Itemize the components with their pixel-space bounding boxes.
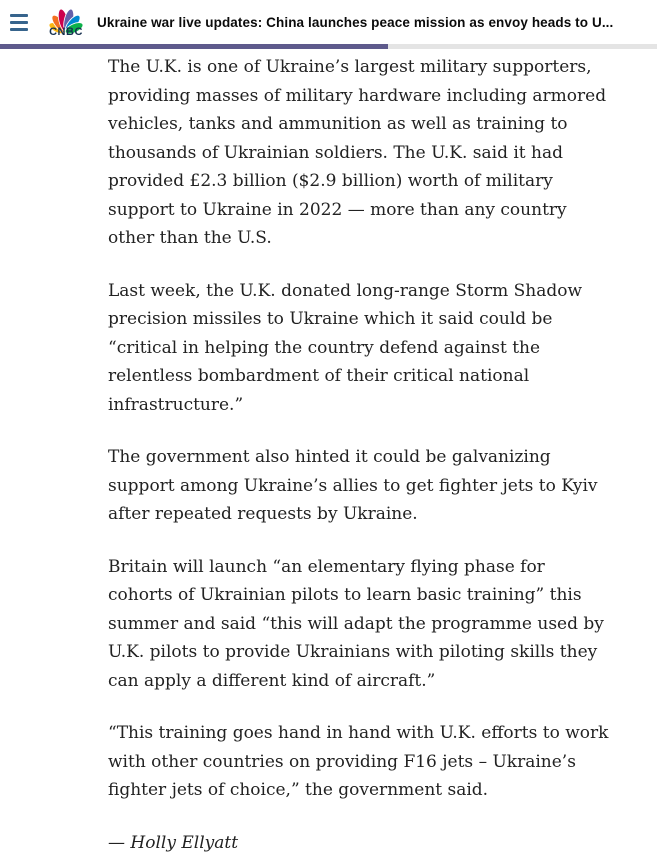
article-paragraph: Britain will launch “an elementary flying phase for cohorts of Ukrainian pilots to learn basic training” this summer and said “this will adapt the programme used by U.K. pilots to provide Ukrainians with piloting skills they can apply a different kind of aircraft.” — [108, 553, 610, 696]
article-paragraph: “This training goes hand in hand with U.K. efforts to work with other countries on providing F16 jets – Ukraine’s fighter jets of choice,” the government said. — [108, 719, 610, 805]
menu-bar — [10, 14, 28, 17]
cnbc-logo[interactable] — [46, 6, 86, 38]
top-bar — [0, 0, 657, 44]
menu-bar — [10, 21, 28, 24]
menu-bar — [10, 28, 28, 31]
progress-fill — [0, 44, 388, 49]
cnbc-wordmark: CNBC — [49, 27, 83, 38]
article-paragraph: The U.K. is one of Ukraine’s largest military supporters, providing masses of military hardware including armored vehicles, tanks and ammunition as well as training to thousands of Ukrainian soldiers. The U.K. said it had provided £2.3 billion ($2.9 billion) worth of military support to Ukraine in 2022 — more than any country other than the U.S. — [108, 53, 610, 253]
article-paragraph: Last week, the U.K. donated long-range Storm Shadow precision missiles to Ukraine which it said could be “critical in helping the country defend against the relentless bombardment of their critical national infrastructure.” — [108, 277, 610, 420]
article-paragraph: The government also hinted it could be galvanizing support among Ukraine’s allies to get fighter jets to Kyiv after repeated requests by Ukraine. — [108, 443, 610, 529]
header-headline: Ukraine war live updates: China launches peace mission as envoy heads to U... — [97, 15, 613, 30]
article-body — [0, 49, 657, 857]
read-progress-bar — [0, 44, 657, 49]
article-byline: — Holly Ellyatt — [108, 829, 610, 857]
menu-icon[interactable] — [10, 12, 32, 32]
